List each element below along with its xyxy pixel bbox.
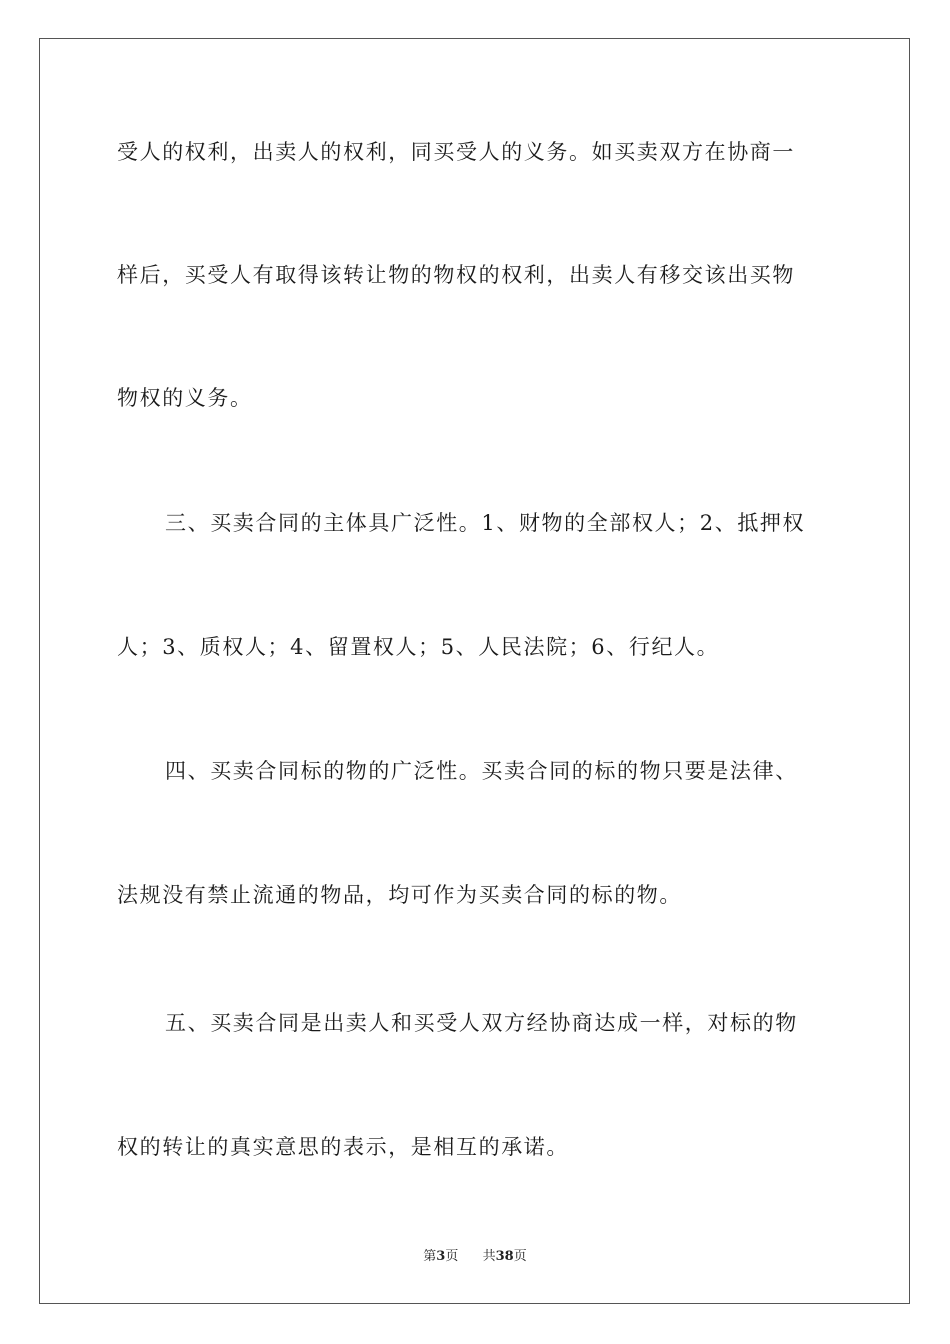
paragraph-line-1: 受人的权利，出卖人的权利，同买受人的义务。如买卖双方在协商一	[117, 140, 795, 164]
paragraph-line-7: 法规没有禁止流通的物品，均可作为买卖合同的标的物。	[117, 883, 682, 907]
paragraph-line-6: 四、买卖合同标的物的广泛性。买卖合同的标的物只要是法律、	[165, 759, 798, 783]
page-prefix: 第	[423, 1249, 437, 1264]
paragraph-line-4: 三、买卖合同的主体具广泛性。1、财物的全部权人；2、抵押权	[165, 511, 806, 535]
total-prefix: 共	[482, 1249, 496, 1264]
paragraph-line-5: 人；3、质权人；4、留置权人；5、人民法院；6、行纪人。	[117, 635, 720, 659]
page-suffix: 页	[445, 1249, 459, 1264]
page-number: 3	[436, 1249, 446, 1264]
paragraph-line-3: 物权的义务。	[117, 386, 253, 410]
page-border	[39, 38, 910, 1304]
paragraph-line-8: 五、买卖合同是出卖人和买受人双方经协商达成一样，对标的物	[165, 1011, 798, 1035]
paragraph-line-2: 样后，买受人有取得该转让物的物权的权利，出卖人有移交该出买物	[117, 263, 795, 287]
total-suffix: 页	[513, 1249, 527, 1264]
page-footer	[0, 1248, 950, 1266]
total-pages: 38	[495, 1249, 514, 1264]
paragraph-line-9: 权的转让的真实意思的表示，是相互的承诺。	[117, 1135, 569, 1159]
